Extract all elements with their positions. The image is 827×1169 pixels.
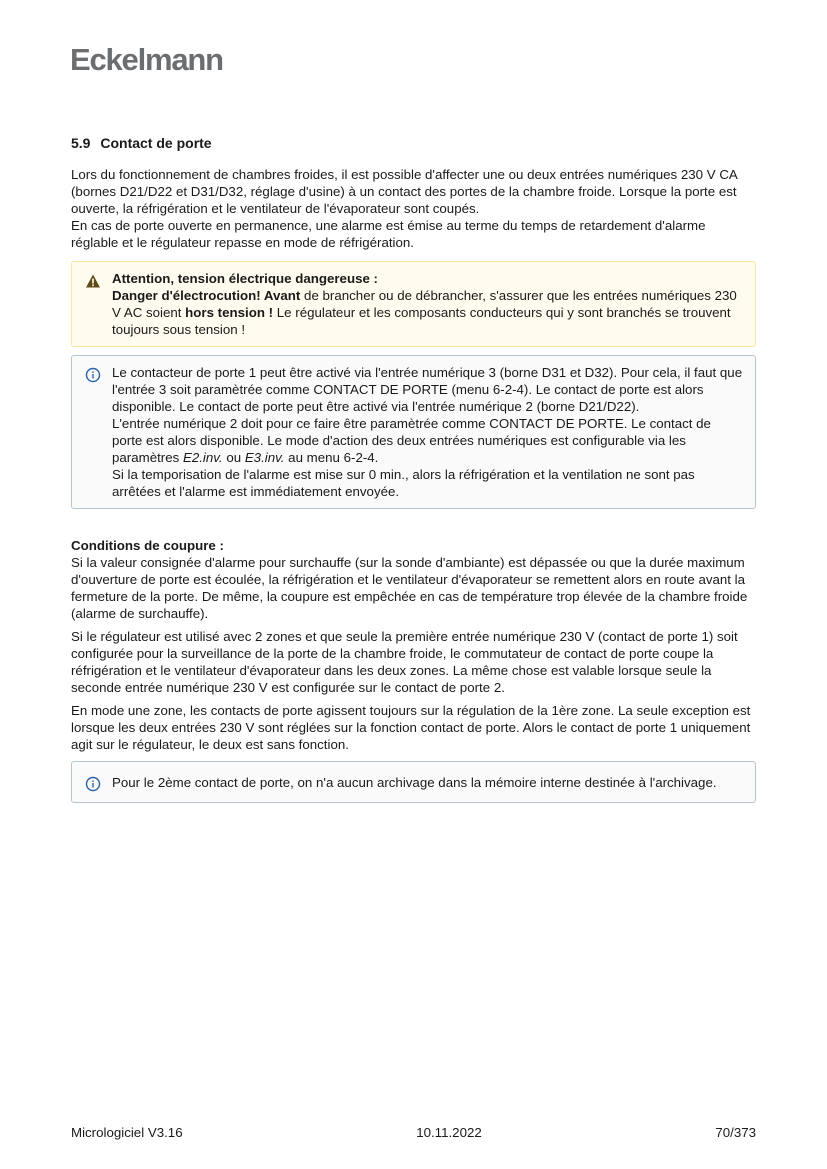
info-icon bbox=[85, 776, 101, 792]
footer-date: 10.11.2022 bbox=[416, 1125, 482, 1140]
info-box-1 bbox=[71, 355, 756, 509]
info-box-2-text: Pour le 2ème contact de porte, on n'a aucun archivage dans la mémoire interne destinée à l'archivage. bbox=[112, 775, 717, 790]
intro-text-1: Lors du fonctionnement de chambres froides, il est possible d'affecter une ou deux entrées numériques 230 V CA (bornes D21/D22 et D31/D32, réglage d'usine) à un contact des portes de la chambre froide. Lorsque la porte est ouverte, la réfrigération et le ventilateur de l'évaporateur sont coupés. bbox=[71, 167, 738, 216]
section-number: 5.9 bbox=[71, 135, 91, 151]
warning-text-2: Le régulateur et les composants conducteurs qui y sont branchés se trouvent toujours sous tension ! bbox=[112, 305, 731, 337]
info-text-2 bbox=[112, 415, 743, 466]
intro-paragraph bbox=[71, 166, 756, 251]
document-content bbox=[71, 134, 756, 811]
info-text-2b: ou bbox=[222, 450, 245, 465]
intro-text-2: En cas de porte ouverte en permanence, une alarme est émise au terme du temps de retardement d'alarme réglable et le régulateur repasse en mode de réfrigération. bbox=[71, 218, 706, 250]
info-icon bbox=[85, 367, 101, 383]
conditions-paragraph-3: En mode une zone, les contacts de porte agissent toujours sur la régulation de la 1ère zone. La seule exception est lorsque les deux entrées 230 V sont réglées sur la fonction contact de porte. Alors le contact de porte 1 uniquement agit sur le régulateur, le deux est sans fonction. bbox=[71, 703, 751, 752]
info-text-2a: L'entrée numérique 2 doit pour ce faire être paramètrée comme CONTACT DE PORTE. Le contact de porte est alors disponible. Le mode d'action des deux entrées numériques est configurable via les paramètres bbox=[112, 416, 711, 465]
warning-bold-2: hors tension ! bbox=[185, 305, 274, 320]
info-text-2c: au menu 6-2-4. bbox=[284, 450, 379, 465]
warning-text bbox=[112, 287, 743, 338]
warning-text-1: de brancher ou de débrancher, s'assurer que les entrées numériques 230 V AC soient bbox=[112, 288, 737, 320]
param-e2-inv: E2.inv. bbox=[182, 450, 223, 465]
footer-page-number: 70/373 bbox=[715, 1125, 756, 1140]
footer-firmware: Micrologiciel V3.16 bbox=[71, 1125, 183, 1140]
warning-icon bbox=[85, 273, 101, 289]
page-footer bbox=[71, 1124, 756, 1141]
section-heading bbox=[71, 134, 756, 152]
param-e3-inv: E3.inv. bbox=[244, 450, 285, 465]
info-box-2 bbox=[71, 761, 756, 803]
section-title: Contact de porte bbox=[100, 135, 212, 151]
warning-box bbox=[71, 261, 756, 347]
conditions-heading: Conditions de coupure : bbox=[71, 538, 224, 553]
warning-title: Attention, tension électrique dangereuse : bbox=[112, 271, 378, 286]
info-text-3: Si la temporisation de l'alarme est mise sur 0 min., alors la réfrigération et la ventilation ne sont pas arrêtées et l'alarme est immédiatement envoyée. bbox=[112, 467, 695, 499]
warning-bold-1: Danger d'électrocution! Avant bbox=[112, 288, 301, 303]
conditions-paragraph-2: Si le régulateur est utilisé avec 2 zones et que seule la première entrée numérique 230 V (contact de porte 1) soit configurée pour la surveillance de la porte de la chambre froide, le commutateur de contact de porte coupe la réfrigération et le ventilateur d'évaporateur dans les deux zones. La même chose est valable lorsque seule la seconde entrée numérique 230 V est configurée sur le contact de porte 2. bbox=[71, 629, 738, 695]
conditions-paragraph-1: Si la valeur consignée d'alarme pour surchauffe (sur la sonde d'ambiante) est dépassée ou que la durée maximum d'ouverture de porte est écoulée, la réfrigération et le ventilateur d'évaporateur se remettent alors en route avant la fermeture de la porte. De même, la coupure est empêchée en cas de température trop élevée de la chambre froide (alarme de surchauffe). bbox=[71, 555, 748, 621]
eckelmann-logo: Eckelmann bbox=[70, 42, 223, 77]
info-text-1: Le contacteur de porte 1 peut être activé via l'entrée numérique 3 (borne D31 et D32). Pour cela, il faut que l'entrée 3 soit paramètrée comme CONTACT DE PORTE (menu 6-2-4). Le contact de porte est alors disponible. Le contact de porte peut être activé via l'entrée numérique 2 (borne D21/D22). bbox=[112, 365, 743, 414]
